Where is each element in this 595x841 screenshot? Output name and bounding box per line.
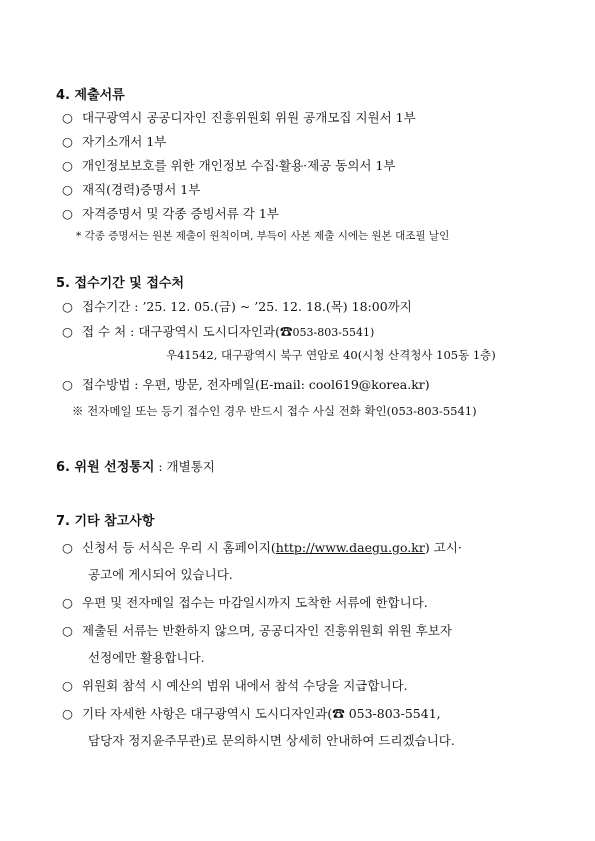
s5-address: 우41542, 대구광역시 북구 연암로 40(시청 산격청사 105동 1층) bbox=[166, 348, 496, 362]
s5-method: ○ 접수방법 : 우편, 방문, 전자메일(E-mail: cool619@korea.kr) bbox=[62, 377, 430, 392]
s7-item-5-cont: 담당자 정지윤주무관)로 문의하시면 상세히 안내하여 드리겠습니다. bbox=[88, 733, 455, 748]
s7-item-3: ○ 제출된 서류는 반환하지 않으며, 공공디자인 진흥위원회 위원 후보자 bbox=[62, 623, 452, 638]
s7-item-1: ○ 신청서 등 서식은 우리 시 홈페이지(http://www.daegu.go.kr) 고시· bbox=[62, 540, 462, 555]
s4-item-1: ○ 대구광역시 공공디자인 진흥위원회 위원 공개모집 지원서 1부 bbox=[62, 110, 416, 125]
phone-icon: ☎ bbox=[280, 324, 293, 339]
s4-item-3: ○ 개인정보보호를 위한 개인정보 수집·활용·제공 동의서 1부 bbox=[62, 158, 396, 173]
s7-item-4: ○ 위원회 참석 시 예산의 범위 내에서 참석 수당을 지급합니다. bbox=[62, 678, 408, 693]
s7-item-3-cont: 선정에만 활용합니다. bbox=[88, 650, 205, 665]
s5-period: ○ 접수기간 : ’25. 12. 05.(금) ~ ’25. 12. 18.(목) 18:00까지 bbox=[62, 299, 412, 314]
s7-item-5: ○ 기타 자세한 사항은 대구광역시 도시디자인과(☎ 053-803-5541, bbox=[62, 706, 441, 721]
s7-item-1-cont: 공고에 게시되어 있습니다. bbox=[88, 567, 233, 582]
s4-item-4: ○ 재직(경력)증명서 1부 bbox=[62, 182, 201, 197]
s4-item-5: ○ 자격증명서 및 각종 증빙서류 각 1부 bbox=[62, 206, 279, 221]
s5-note: ※ 전자메일 또는 등기 접수인 경우 반드시 접수 사실 전화 확인(053-803-5541) bbox=[72, 404, 477, 418]
s4-note: * 각종 증명서는 원본 제출이 원칙이며, 부득이 사본 제출 시에는 원본 대조필 날인 bbox=[76, 230, 450, 242]
section-7-title: 7. 기타 참고사항 bbox=[56, 514, 155, 529]
s4-item-2: ○ 자기소개서 1부 bbox=[62, 134, 167, 149]
s7-item-2: ○ 우편 및 전자메일 접수는 마감일시까지 도착한 서류에 한합니다. bbox=[62, 595, 428, 610]
section-5-title: 5. 접수기간 및 접수처 bbox=[56, 276, 185, 291]
section-6-title: 6. 위원 선정통지 : 개별통지 bbox=[56, 459, 215, 475]
section-4-title: 4. 제출서류 bbox=[56, 88, 125, 103]
phone-icon: ☎ bbox=[332, 706, 345, 721]
s5-place: ○ 접 수 처 : 대구광역시 도시디자인과(☎053-803-5541) bbox=[62, 324, 375, 339]
homepage-link[interactable]: http://www.daegu.go.kr bbox=[275, 540, 425, 555]
